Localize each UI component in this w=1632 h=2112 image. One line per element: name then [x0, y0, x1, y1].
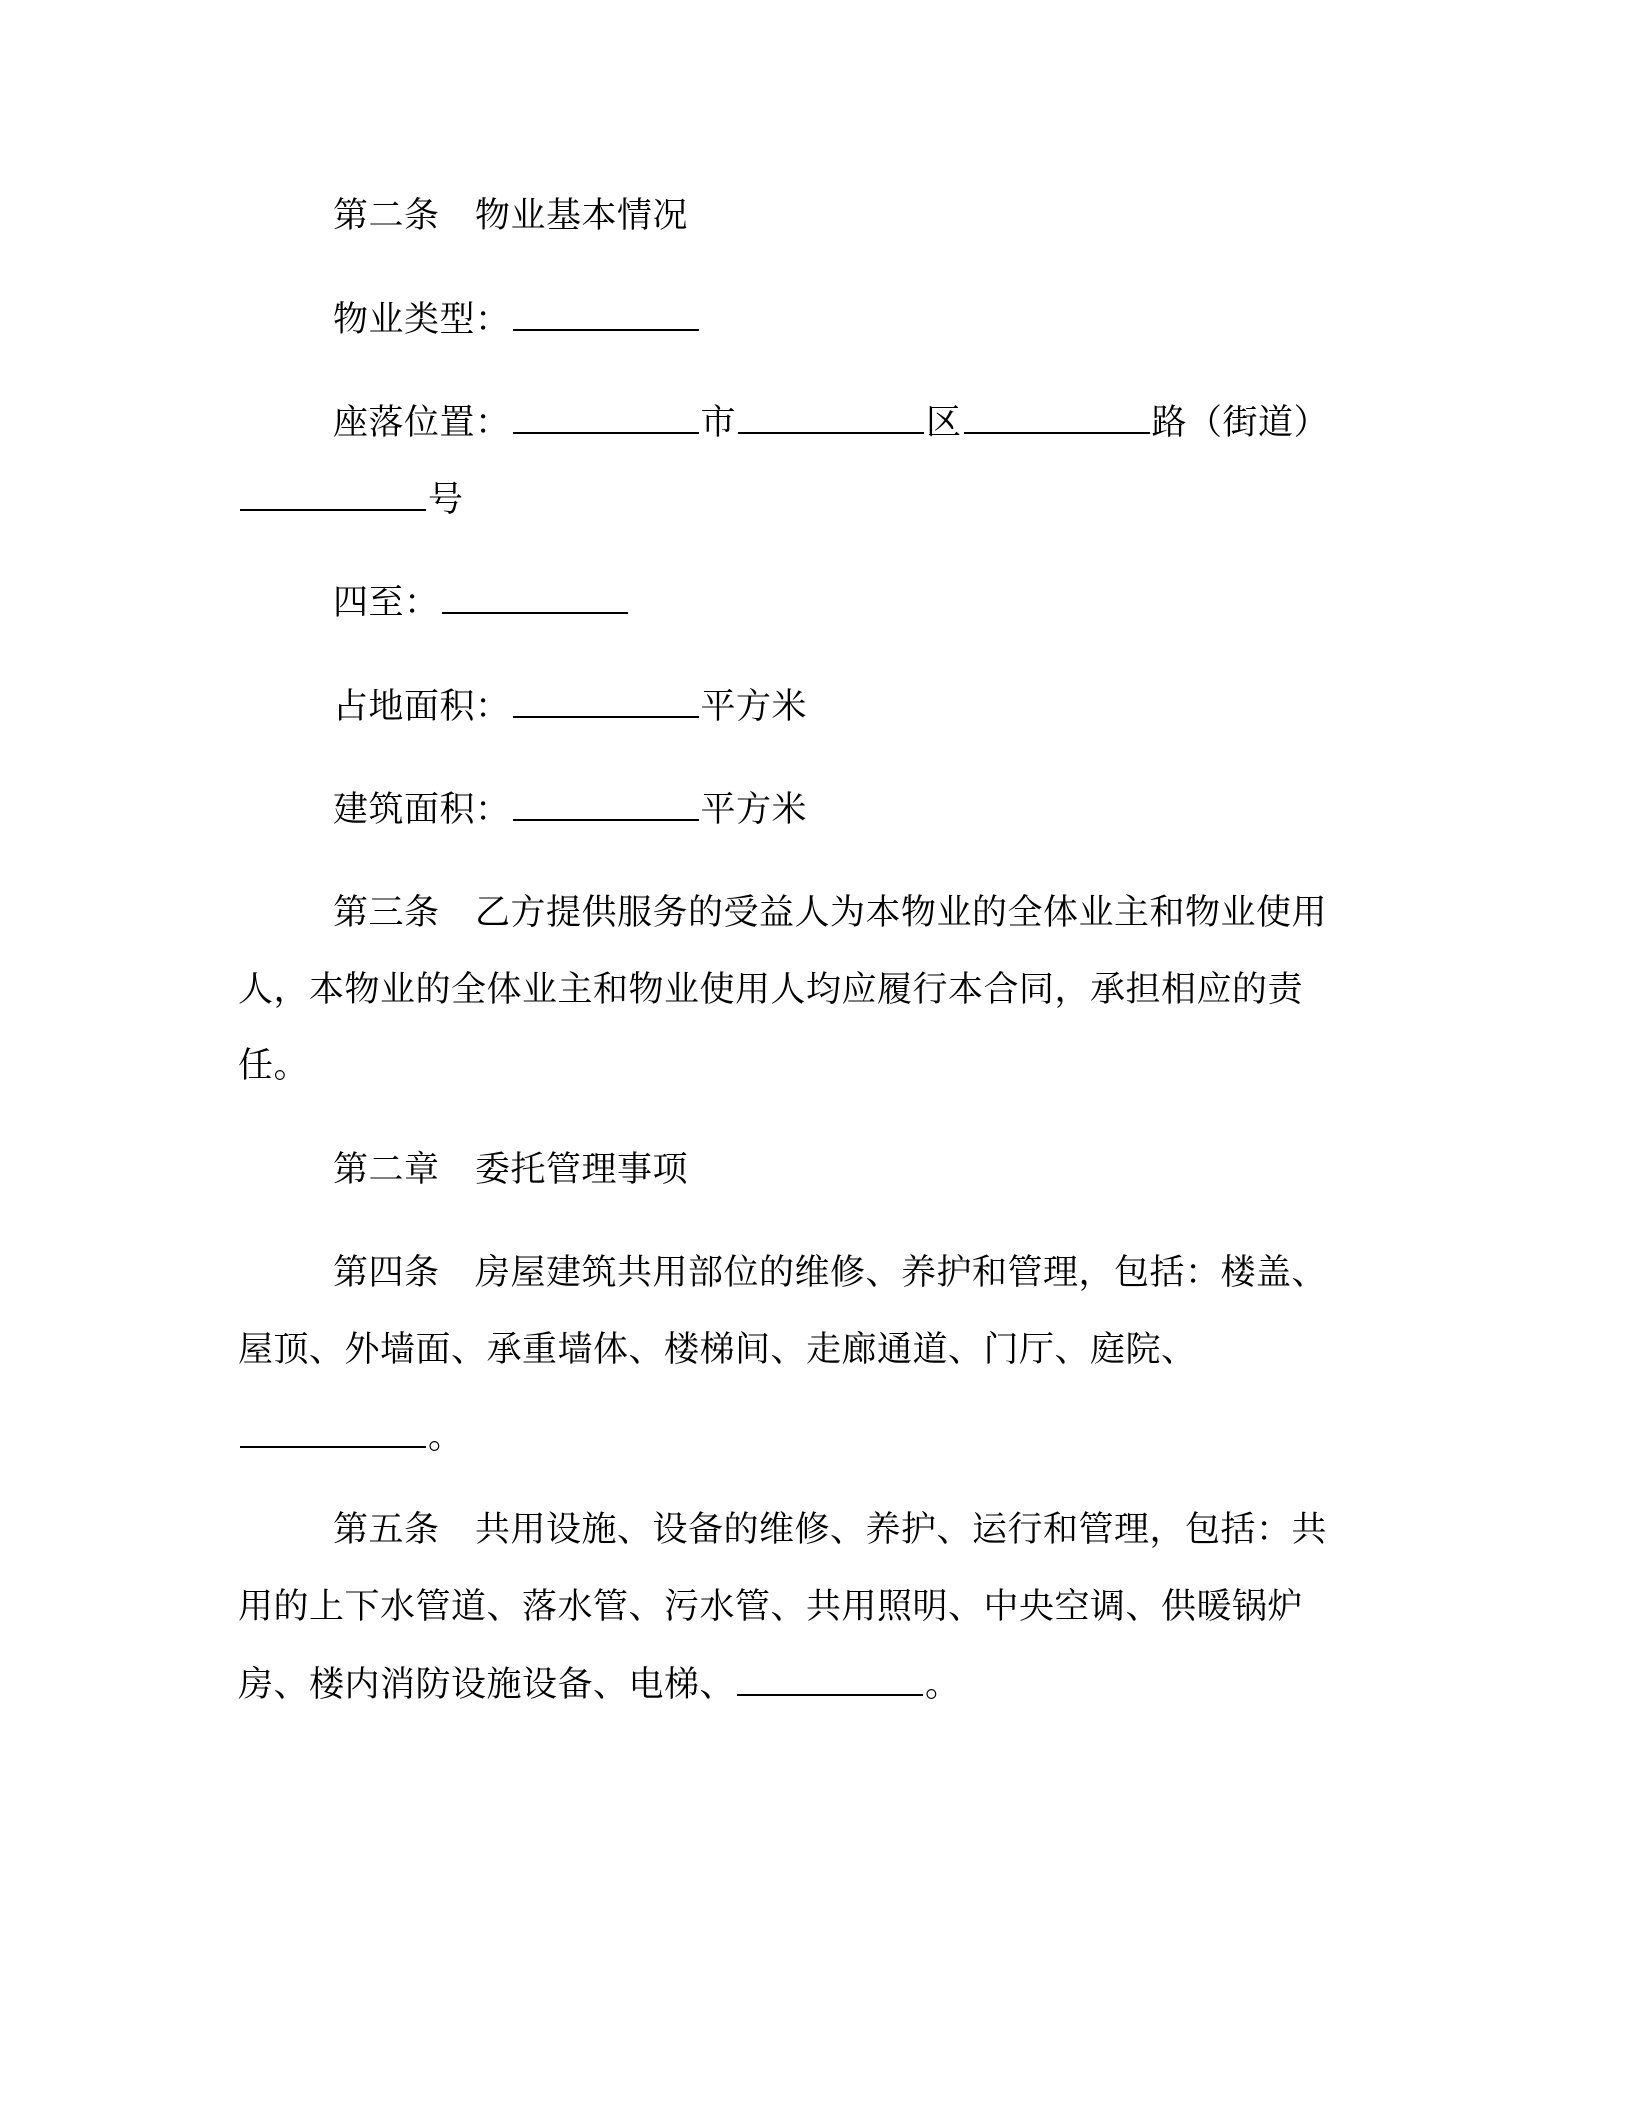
property-type-label: 物业类型：	[333, 300, 511, 340]
location-number-text: 号	[428, 480, 464, 520]
location-number-blank	[240, 475, 426, 511]
article-5-text-2: 用的上下水管道、落水管、污水管、共用照明、中央空调、供暖锅炉	[238, 1587, 1304, 1627]
article-4-line-2	[238, 1326, 1197, 1374]
building-area-label: 建筑面积：	[333, 790, 511, 830]
land-area-blank	[513, 682, 699, 718]
article-4-line-3	[238, 1412, 464, 1461]
land-area-line	[333, 682, 807, 731]
boundaries-blank	[442, 578, 628, 614]
location-label: 座落位置：	[333, 403, 511, 443]
property-type-line	[333, 295, 701, 344]
building-area-blank	[513, 785, 699, 821]
land-area-unit: 平方米	[700, 687, 808, 727]
location-city-blank	[513, 398, 699, 434]
location-line-1	[333, 398, 1329, 447]
article-4-line-1	[333, 1249, 1327, 1297]
article-5-blank	[737, 1660, 923, 1696]
article-5-end: 。	[925, 1665, 961, 1705]
article-2-heading-text: 第二条 物业基本情况	[333, 196, 689, 236]
building-area-unit: 平方米	[700, 790, 808, 830]
article-3-text-2: 人，本物业的全体业主和物业使用人均应履行本合同，承担相应的责	[238, 970, 1304, 1010]
article-5-line-2	[238, 1583, 1303, 1631]
location-city-text: 市	[700, 403, 737, 443]
location-line-2	[238, 475, 464, 524]
article-4-end: 。	[428, 1417, 464, 1457]
article-5-line-1	[333, 1506, 1327, 1554]
boundaries-line	[333, 578, 630, 627]
chapter-2-heading-text: 第二章 委托管理事项	[333, 1150, 689, 1190]
article-3-text-3: 任。	[238, 1046, 310, 1086]
article-3-line-1	[333, 889, 1327, 937]
location-road-blank	[964, 398, 1150, 434]
article-3-text-1: 第三条 乙方提供服务的受益人为本物业的全体业主和物业使用	[333, 893, 1328, 933]
article-5-text-3: 房、楼内消防设施设备、电梯、	[238, 1665, 736, 1705]
boundaries-label: 四至：	[333, 583, 440, 623]
article-4-blank	[240, 1412, 426, 1448]
chapter-2-heading	[333, 1146, 688, 1194]
article-5-text-1: 第五条 共用设施、设备的维修、养护、运行和管理，包括：共	[333, 1510, 1328, 1550]
article-5-line-3	[238, 1660, 961, 1709]
land-area-label: 占地面积：	[333, 687, 511, 727]
building-area-line	[333, 785, 807, 834]
property-type-blank	[513, 295, 699, 331]
article-4-text-1: 第四条 房屋建筑共用部位的维修、养护和管理，包括：楼盖、	[333, 1253, 1328, 1293]
article-4-text-2: 屋顶、外墙面、承重墙体、楼梯间、走廊通道、门厅、庭院、	[238, 1330, 1197, 1370]
article-3-line-3	[238, 1042, 309, 1090]
location-road-text: 路（街道）	[1151, 403, 1330, 443]
location-district-text: 区	[926, 403, 962, 443]
article-3-line-2	[238, 966, 1303, 1014]
location-district-blank	[738, 398, 924, 434]
article-2-heading	[333, 192, 688, 240]
